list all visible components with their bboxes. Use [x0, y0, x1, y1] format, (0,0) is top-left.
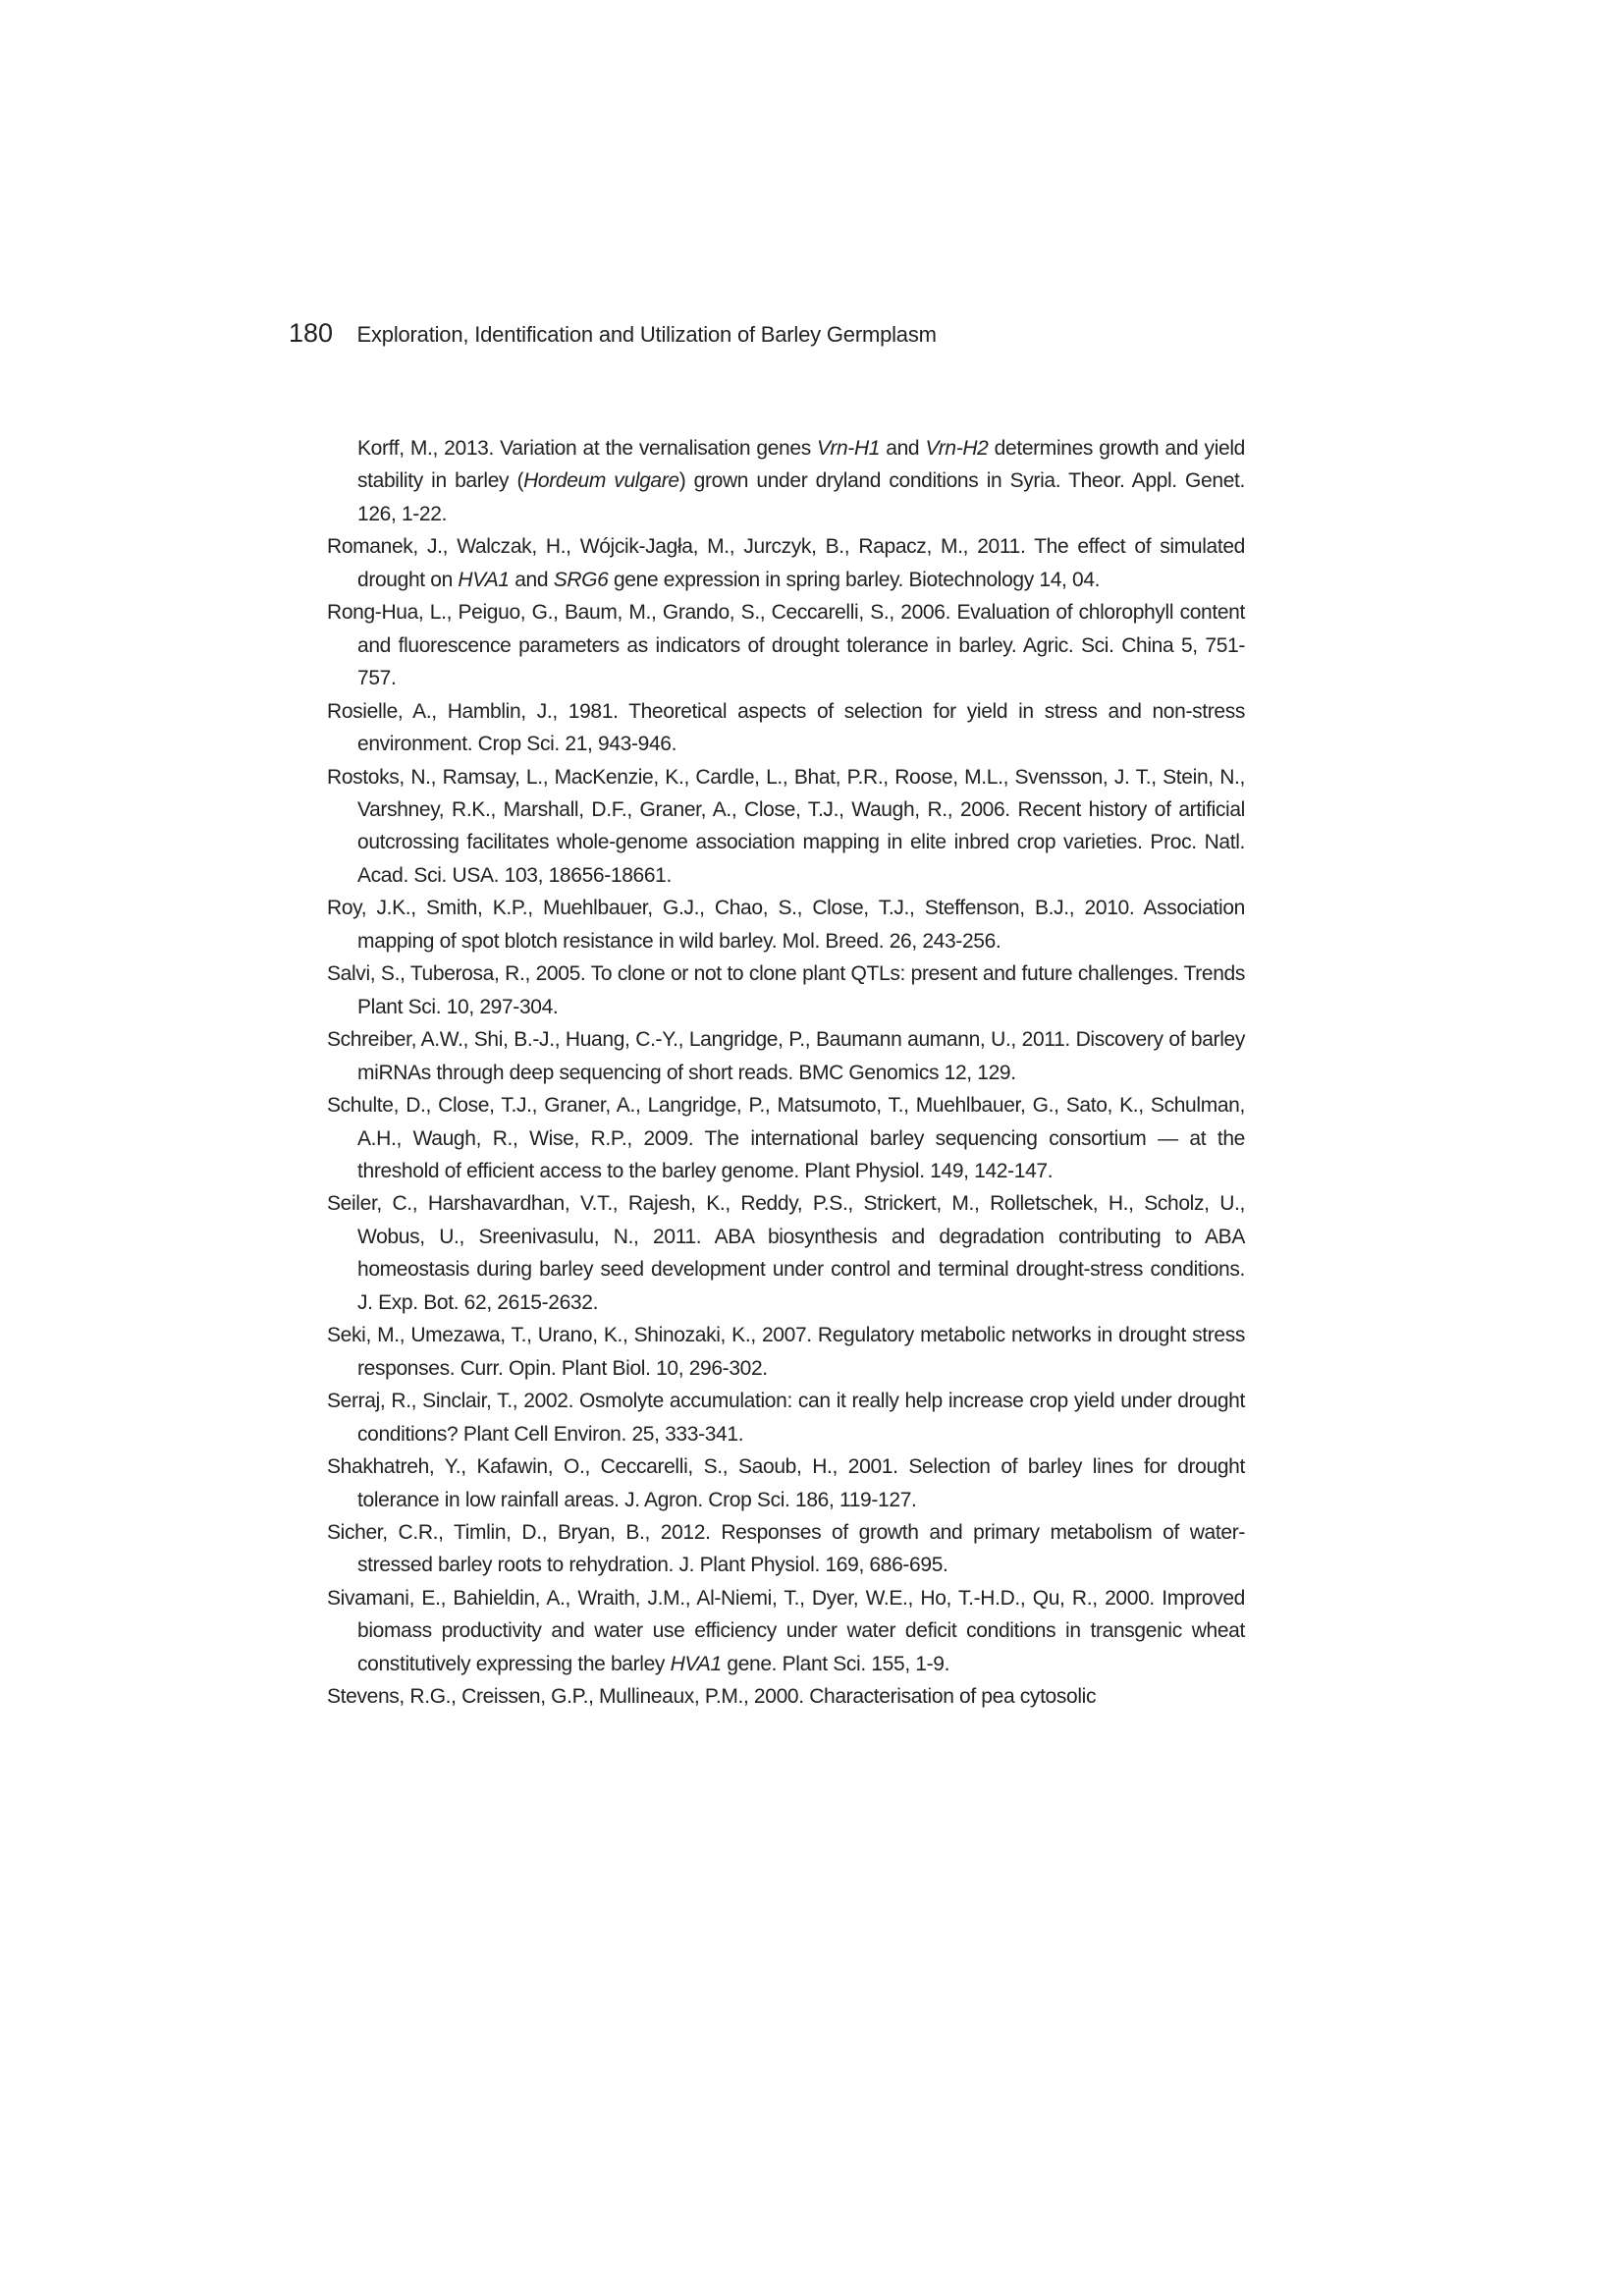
- reference-entry: [327, 432, 1245, 530]
- reference-entry: [327, 1582, 1245, 1680]
- reference-text: Schulte, D., Close, T.J., Graner, A., Langridge, P., Matsumoto, T., Muehlbauer, G., Sato, K., Schulman, A.H., Waugh, R., Wise, R.P., 2009. The international barley sequencing consortium — at the threshold of efficient access to the barley genome. Plant Physiol. 149, 142-147.: [327, 1094, 1245, 1182]
- reference-list: [327, 432, 1245, 1714]
- reference-text: Salvi, S., Tuberosa, R., 2005. To clone or not to clone plant QTLs: present and future challenges. Trends Plant Sci. 10, 297-304.: [327, 962, 1245, 1018]
- italic-term: Hordeum vulgare: [523, 469, 679, 493]
- italic-term: Vrn-H2: [925, 437, 989, 460]
- reference-entry: [327, 761, 1245, 893]
- reference-text: Seiler, C., Harshavardhan, V.T., Rajesh, K., Reddy, P.S., Strickert, M., Rolletschek, H., Scholz, U., Wobus, U., Sreenivasulu, N., 2011. ABA biosynthesis and degradation contributing to ABA homeostasis during barley seed development under control and terminal drought-stress conditions. J. Exp. Bot. 62, 2615-2632.: [327, 1192, 1245, 1314]
- reference-text: gene expression in spring barley. Biotechnology 14, 04.: [608, 568, 1101, 591]
- italic-term: Vrn-H1: [817, 437, 881, 460]
- reference-entry: [327, 695, 1245, 761]
- reference-text: Roy, J.K., Smith, K.P., Muehlbauer, G.J., Chao, S., Close, T.J., Steffenson, B.J., 2010. Association mapping of spot blotch resistance in wild barley. Mol. Breed. 26, 243-256.: [327, 897, 1245, 953]
- reference-entry: [327, 1187, 1245, 1319]
- reference-text: Shakhatreh, Y., Kafawin, O., Ceccarelli, S., Saoub, H., 2001. Selection of barley lines for drought tolerance in low rainfall areas. J. Agron. Crop Sci. 186, 119-127.: [327, 1455, 1245, 1511]
- reference-text: Korff, M., 2013. Variation at the vernalisation genes: [357, 437, 818, 460]
- italic-term: HVA1: [670, 1652, 722, 1675]
- reference-text: Serraj, R., Sinclair, T., 2002. Osmolyte accumulation: can it really help increase crop yield under drought conditions? Plant Cell Environ. 25, 333-341.: [327, 1390, 1245, 1446]
- reference-text: determines growth and yield stability in barley (: [357, 437, 1245, 493]
- reference-text: Seki, M., Umezawa, T., Urano, K., Shinozaki, K., 2007. Regulatory metabolic networks in drought stress responses. Curr. Opin. Plant Biol. 10, 296-302.: [327, 1324, 1245, 1380]
- reference-entry: [327, 1319, 1245, 1385]
- reference-text: Rostoks, N., Ramsay, L., MacKenzie, K., Cardle, L., Bhat, P.R., Roose, M.L., Svensson, J. T., Stein, N., Varshney, R.K., Marshall, D.F., Graner, A., Close, T.J., Waugh, R., 2006. Recent history of artificial outcrossing facilitates whole-genome association mapping in elite inbred crop varieties. Proc. Natl. Acad. Sci. USA. 103, 18656-18661.: [327, 765, 1245, 887]
- running-title: Exploration, Identification and Utilization of Barley Germplasm: [356, 322, 937, 347]
- reference-text: Sicher, C.R., Timlin, D., Bryan, B., 2012. Responses of growth and primary metabolism of water-stressed barley roots to rehydration. J. Plant Physiol. 169, 686-695.: [327, 1520, 1245, 1577]
- reference-text: gene. Plant Sci. 155, 1-9.: [721, 1652, 950, 1675]
- reference-entry: [327, 1516, 1245, 1582]
- running-header: [289, 318, 937, 349]
- reference-text: Rosielle, A., Hamblin, J., 1981. Theoretical aspects of selection for yield in stress and non-stress environment. Crop Sci. 21, 943-946.: [327, 699, 1245, 756]
- reference-entry: [327, 1680, 1245, 1713]
- reference-text: Stevens, R.G., Creissen, G.P., Mullineaux, P.M., 2000. Characterisation of pea cytosolic: [327, 1685, 1097, 1709]
- reference-entry: [327, 1089, 1245, 1187]
- reference-text: Sivamani, E., Bahieldin, A., Wraith, J.M., Al-Niemi, T., Dyer, W.E., Ho, T.-H.D., Qu, R., 2000. Improved biomass productivity and water use efficiency under water deficit conditions in transgenic wheat constitutively expressing the barley: [327, 1586, 1245, 1675]
- reference-entry: [327, 1450, 1245, 1516]
- italic-term: SRG6: [553, 568, 609, 591]
- reference-text: Schreiber, A.W., Shi, B.-J., Huang, C.-Y., Langridge, P., Baumann aumann, U., 2011. Discovery of barley miRNAs through deep sequencing of short reads. BMC Genomics 12, 129.: [327, 1028, 1245, 1084]
- reference-entry: [327, 530, 1245, 596]
- reference-text: and: [509, 568, 554, 591]
- reference-text: ) grown under dryland conditions in Syria. Theor. Appl. Genet. 126, 1-22.: [357, 469, 1245, 525]
- reference-entry: [327, 596, 1245, 694]
- italic-term: HVA1: [458, 568, 510, 591]
- reference-entry: [327, 892, 1245, 957]
- reference-entry: [327, 1385, 1245, 1450]
- reference-text: Romanek, J., Walczak, H., Wójcik-Jagła, M., Jurczyk, B., Rapacz, M., 2011. The effect of simulated drought on: [327, 535, 1245, 591]
- page-number: 180: [289, 318, 334, 348]
- reference-text: and: [880, 437, 926, 460]
- reference-entry: [327, 1023, 1245, 1089]
- reference-entry: [327, 957, 1245, 1023]
- reference-text: Rong-Hua, L., Peiguo, G., Baum, M., Grando, S., Ceccarelli, S., 2006. Evaluation of chlorophyll content and fluorescence parameters as indicators of drought tolerance in barley. Agric. Sci. China 5, 751-757.: [327, 601, 1245, 690]
